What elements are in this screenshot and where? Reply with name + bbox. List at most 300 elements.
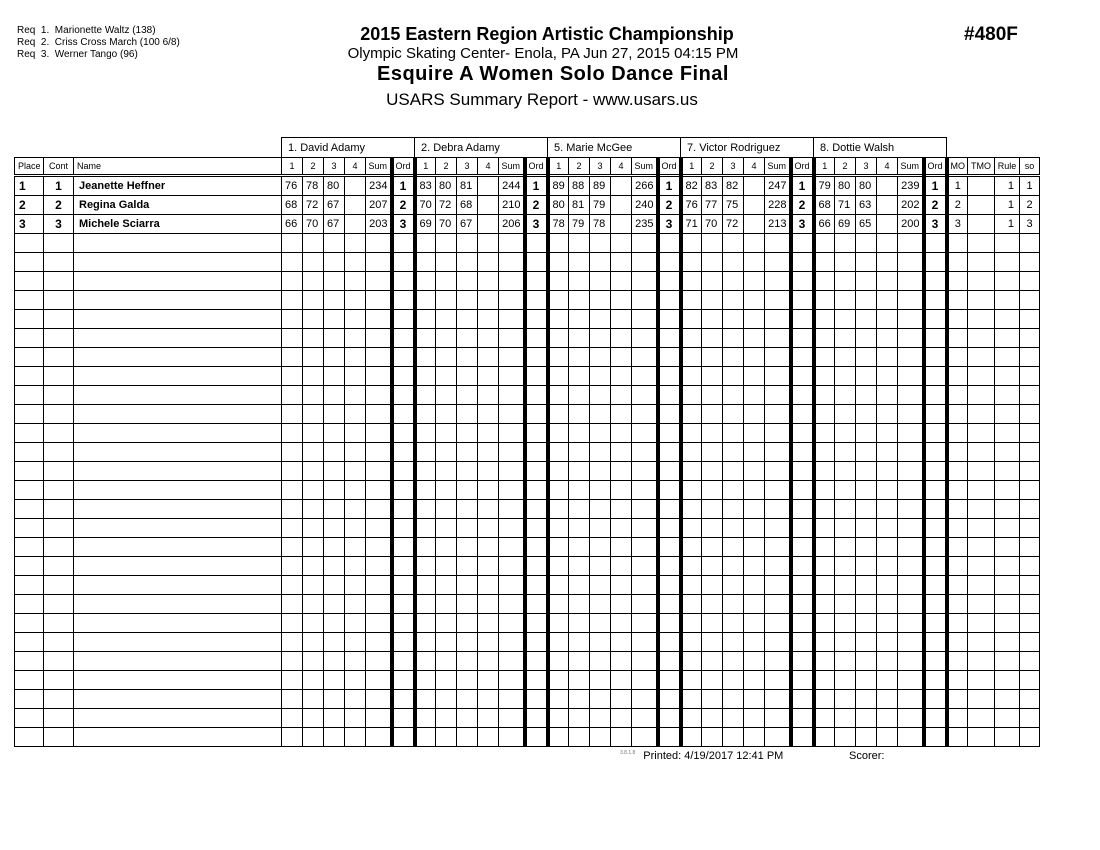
score-cell: 80	[436, 176, 457, 196]
empty-cell	[415, 576, 436, 595]
empty-cell	[436, 386, 457, 405]
empty-cell	[392, 253, 415, 272]
empty-cell	[525, 348, 548, 367]
empty-cell	[924, 671, 947, 690]
empty-cell	[968, 291, 995, 310]
empty-cell	[44, 310, 74, 329]
empty-cell	[702, 443, 723, 462]
empty-cell	[1020, 652, 1040, 671]
score-cell: 88	[569, 176, 590, 196]
empty-cell	[1020, 481, 1040, 500]
empty-cell	[924, 500, 947, 519]
empty-cell	[744, 690, 765, 709]
empty-cell	[478, 614, 499, 633]
empty-cell	[392, 671, 415, 690]
empty-cell	[324, 424, 345, 443]
col-judge2-2: 2	[436, 158, 457, 176]
empty-cell	[15, 310, 44, 329]
empty-cell	[436, 709, 457, 728]
empty-cell	[968, 519, 995, 538]
empty-cell	[765, 557, 791, 576]
empty-cell	[499, 633, 525, 652]
rule-cell: 1	[995, 176, 1020, 196]
empty-cell	[415, 329, 436, 348]
mo-cell: 2	[947, 196, 968, 215]
sum-cell: 266	[632, 176, 658, 196]
empty-cell	[415, 367, 436, 386]
empty-cell	[947, 709, 968, 728]
empty-cell	[303, 671, 324, 690]
empty-cell	[548, 538, 569, 557]
empty-cell	[856, 595, 877, 614]
empty-cell	[791, 481, 814, 500]
empty-cell	[814, 424, 835, 443]
empty-cell	[995, 310, 1020, 329]
empty-cell	[525, 329, 548, 348]
empty-cell	[324, 348, 345, 367]
empty-cell	[457, 595, 478, 614]
empty-cell	[814, 538, 835, 557]
empty-cell	[525, 652, 548, 671]
empty-cell	[968, 614, 995, 633]
ordinal-cell: 2	[525, 196, 548, 215]
empty-cell	[478, 595, 499, 614]
empty-cell	[499, 405, 525, 424]
score-cell	[345, 215, 366, 234]
empty-cell	[303, 519, 324, 538]
empty-cell	[723, 633, 744, 652]
empty-row	[15, 310, 1040, 329]
empty-cell	[282, 519, 303, 538]
empty-cell	[856, 234, 877, 253]
empty-cell	[835, 329, 856, 348]
empty-cell	[457, 405, 478, 424]
empty-cell	[658, 557, 681, 576]
empty-cell	[457, 519, 478, 538]
judge-name-2: 2. Debra Adamy	[415, 138, 548, 158]
empty-cell	[702, 538, 723, 557]
empty-cell	[765, 310, 791, 329]
empty-cell	[995, 671, 1020, 690]
empty-cell	[15, 614, 44, 633]
empty-cell	[548, 652, 569, 671]
empty-cell	[658, 348, 681, 367]
empty-cell	[345, 652, 366, 671]
empty-cell	[924, 291, 947, 310]
empty-cell	[548, 709, 569, 728]
empty-cell	[15, 690, 44, 709]
empty-cell	[968, 405, 995, 424]
empty-row	[15, 367, 1040, 386]
empty-cell	[415, 557, 436, 576]
empty-cell	[525, 690, 548, 709]
empty-cell	[499, 310, 525, 329]
empty-cell	[898, 424, 924, 443]
empty-cell	[345, 386, 366, 405]
judge-name-1: 1. David Adamy	[282, 138, 415, 158]
empty-cell	[877, 728, 898, 747]
empty-cell	[632, 310, 658, 329]
empty-cell	[632, 690, 658, 709]
empty-cell	[303, 329, 324, 348]
empty-row	[15, 595, 1040, 614]
empty-cell	[436, 614, 457, 633]
empty-cell	[457, 291, 478, 310]
empty-cell	[632, 462, 658, 481]
empty-cell	[345, 272, 366, 291]
empty-cell	[15, 519, 44, 538]
scorer-label: Scorer:	[849, 750, 885, 762]
empty-cell	[658, 728, 681, 747]
empty-cell	[744, 405, 765, 424]
empty-cell	[835, 519, 856, 538]
empty-cell	[525, 253, 548, 272]
empty-cell	[632, 500, 658, 519]
empty-cell	[457, 310, 478, 329]
empty-cell	[415, 481, 436, 500]
empty-cell	[658, 633, 681, 652]
empty-cell	[856, 367, 877, 386]
empty-cell	[681, 348, 702, 367]
empty-cell	[1020, 253, 1040, 272]
empty-row	[15, 519, 1040, 538]
empty-cell	[366, 614, 392, 633]
empty-cell	[835, 348, 856, 367]
empty-cell	[877, 443, 898, 462]
empty-cell	[791, 728, 814, 747]
empty-cell	[702, 462, 723, 481]
score-cell: 70	[303, 215, 324, 234]
empty-cell	[856, 519, 877, 538]
empty-row	[15, 386, 1040, 405]
empty-cell	[856, 538, 877, 557]
empty-cell	[995, 614, 1020, 633]
col-judge3-sum: Sum	[632, 158, 658, 176]
empty-cell	[525, 614, 548, 633]
empty-cell	[1020, 557, 1040, 576]
empty-cell	[44, 253, 74, 272]
empty-cell	[968, 652, 995, 671]
empty-cell	[947, 519, 968, 538]
empty-cell	[345, 348, 366, 367]
empty-cell	[1020, 443, 1040, 462]
empty-cell	[835, 633, 856, 652]
empty-cell	[569, 291, 590, 310]
empty-cell	[995, 291, 1020, 310]
empty-cell	[590, 405, 611, 424]
sum-cell: 247	[765, 176, 791, 196]
empty-cell	[303, 234, 324, 253]
judge-name-3: 5. Marie McGee	[548, 138, 681, 158]
empty-cell	[74, 557, 282, 576]
empty-cell	[282, 576, 303, 595]
empty-cell	[765, 405, 791, 424]
empty-cell	[744, 443, 765, 462]
empty-cell	[924, 310, 947, 329]
empty-cell	[995, 519, 1020, 538]
score-cell	[744, 215, 765, 234]
empty-cell	[392, 310, 415, 329]
empty-cell	[324, 462, 345, 481]
empty-cell	[282, 614, 303, 633]
empty-cell	[632, 405, 658, 424]
empty-cell	[995, 329, 1020, 348]
version-label: 3.8.1.8	[620, 750, 636, 756]
empty-cell	[44, 595, 74, 614]
empty-cell	[569, 614, 590, 633]
col-judge1-4: 4	[345, 158, 366, 176]
empty-cell	[74, 519, 282, 538]
empty-cell	[324, 557, 345, 576]
empty-cell	[681, 329, 702, 348]
empty-cell	[457, 443, 478, 462]
empty-cell	[898, 234, 924, 253]
col-judge1-ord: Ord	[392, 158, 415, 176]
empty-cell	[569, 424, 590, 443]
empty-cell	[525, 462, 548, 481]
empty-cell	[457, 538, 478, 557]
empty-cell	[611, 424, 632, 443]
empty-cell	[947, 234, 968, 253]
empty-cell	[791, 595, 814, 614]
place-cell: 2	[15, 196, 44, 215]
empty-row	[15, 576, 1040, 595]
empty-cell	[392, 386, 415, 405]
empty-cell	[681, 310, 702, 329]
empty-cell	[392, 291, 415, 310]
score-cell: 79	[569, 215, 590, 234]
empty-cell	[723, 386, 744, 405]
empty-cell	[765, 272, 791, 291]
empty-cell	[569, 728, 590, 747]
empty-cell	[282, 633, 303, 652]
empty-cell	[814, 462, 835, 481]
empty-cell	[924, 405, 947, 424]
empty-cell	[392, 709, 415, 728]
empty-cell	[74, 481, 282, 500]
empty-cell	[15, 709, 44, 728]
col-judge3-4: 4	[611, 158, 632, 176]
empty-cell	[877, 519, 898, 538]
empty-cell	[499, 272, 525, 291]
empty-cell	[44, 633, 74, 652]
empty-cell	[723, 424, 744, 443]
empty-cell	[569, 595, 590, 614]
empty-cell	[499, 462, 525, 481]
empty-cell	[632, 443, 658, 462]
empty-cell	[658, 462, 681, 481]
empty-cell	[856, 348, 877, 367]
empty-cell	[611, 481, 632, 500]
empty-cell	[282, 709, 303, 728]
empty-cell	[44, 652, 74, 671]
empty-cell	[947, 348, 968, 367]
empty-cell	[924, 519, 947, 538]
empty-cell	[658, 443, 681, 462]
empty-row	[15, 671, 1040, 690]
empty-cell	[947, 557, 968, 576]
empty-cell	[499, 519, 525, 538]
empty-cell	[303, 386, 324, 405]
col-judge3-3: 3	[590, 158, 611, 176]
empty-cell	[44, 557, 74, 576]
empty-cell	[525, 386, 548, 405]
empty-cell	[856, 633, 877, 652]
empty-cell	[366, 272, 392, 291]
empty-cell	[74, 538, 282, 557]
empty-cell	[282, 595, 303, 614]
empty-cell	[995, 424, 1020, 443]
empty-cell	[765, 348, 791, 367]
empty-cell	[814, 728, 835, 747]
empty-cell	[392, 367, 415, 386]
empty-cell	[415, 728, 436, 747]
empty-cell	[681, 443, 702, 462]
empty-cell	[924, 576, 947, 595]
empty-cell	[658, 538, 681, 557]
empty-cell	[415, 272, 436, 291]
col-judge4-1: 1	[681, 158, 702, 176]
empty-cell	[15, 348, 44, 367]
empty-cell	[569, 253, 590, 272]
empty-cell	[702, 595, 723, 614]
empty-cell	[791, 253, 814, 272]
empty-cell	[835, 367, 856, 386]
empty-cell	[457, 234, 478, 253]
empty-cell	[74, 443, 282, 462]
score-cell: 82	[723, 176, 744, 196]
score-cell: 78	[590, 215, 611, 234]
empty-cell	[392, 614, 415, 633]
empty-cell	[877, 405, 898, 424]
empty-cell	[658, 234, 681, 253]
empty-cell	[947, 481, 968, 500]
empty-cell	[744, 310, 765, 329]
empty-cell	[525, 538, 548, 557]
empty-cell	[765, 481, 791, 500]
empty-cell	[856, 557, 877, 576]
empty-cell	[856, 481, 877, 500]
empty-cell	[499, 671, 525, 690]
empty-cell	[436, 728, 457, 747]
empty-cell	[968, 462, 995, 481]
empty-cell	[499, 443, 525, 462]
empty-cell	[968, 424, 995, 443]
empty-cell	[995, 234, 1020, 253]
empty-cell	[569, 538, 590, 557]
empty-cell	[924, 595, 947, 614]
empty-cell	[548, 481, 569, 500]
empty-cell	[995, 481, 1020, 500]
empty-cell	[415, 443, 436, 462]
empty-cell	[877, 329, 898, 348]
empty-cell	[590, 614, 611, 633]
column-header-row	[15, 158, 1040, 176]
empty-cell	[968, 234, 995, 253]
empty-cell	[856, 652, 877, 671]
empty-cell	[44, 671, 74, 690]
empty-cell	[611, 329, 632, 348]
empty-cell	[499, 652, 525, 671]
empty-cell	[791, 576, 814, 595]
empty-cell	[744, 728, 765, 747]
empty-cell	[44, 386, 74, 405]
empty-cell	[814, 557, 835, 576]
empty-cell	[415, 348, 436, 367]
empty-cell	[478, 386, 499, 405]
col-judge2-sum: Sum	[499, 158, 525, 176]
empty-cell	[303, 481, 324, 500]
score-cell	[478, 215, 499, 234]
score-cell: 83	[702, 176, 723, 196]
empty-row	[15, 462, 1040, 481]
empty-cell	[856, 405, 877, 424]
empty-cell	[632, 576, 658, 595]
empty-cell	[548, 386, 569, 405]
empty-cell	[814, 709, 835, 728]
empty-cell	[611, 462, 632, 481]
empty-cell	[569, 405, 590, 424]
empty-cell	[723, 652, 744, 671]
empty-cell	[995, 633, 1020, 652]
empty-cell	[548, 557, 569, 576]
ordinal-cell: 3	[392, 215, 415, 234]
empty-cell	[924, 728, 947, 747]
empty-cell	[548, 576, 569, 595]
empty-cell	[436, 500, 457, 519]
score-cell: 65	[856, 215, 877, 234]
report-title: USARS Summary Report - www.usars.us	[386, 90, 698, 109]
ordinal-cell: 1	[525, 176, 548, 196]
empty-cell	[345, 690, 366, 709]
empty-cell	[681, 690, 702, 709]
empty-cell	[702, 405, 723, 424]
empty-cell	[856, 443, 877, 462]
col-judge5-4: 4	[877, 158, 898, 176]
empty-cell	[1020, 671, 1040, 690]
empty-cell	[436, 595, 457, 614]
tmo-cell	[968, 196, 995, 215]
tmo-cell	[968, 215, 995, 234]
empty-cell	[814, 329, 835, 348]
empty-cell	[478, 538, 499, 557]
empty-cell	[702, 424, 723, 443]
empty-cell	[324, 367, 345, 386]
empty-cell	[856, 709, 877, 728]
empty-cell	[457, 272, 478, 291]
empty-cell	[74, 405, 282, 424]
empty-cell	[947, 671, 968, 690]
empty-cell	[877, 690, 898, 709]
empty-cell	[947, 329, 968, 348]
empty-cell	[415, 462, 436, 481]
venue-date: Olympic Skating Center- Enola, PA Jun 27, 2015 04:15 PM	[347, 45, 739, 62]
empty-cell	[282, 329, 303, 348]
empty-cell	[590, 576, 611, 595]
empty-cell	[345, 405, 366, 424]
empty-cell	[968, 329, 995, 348]
col-cont: Cont	[44, 158, 74, 176]
empty-cell	[499, 576, 525, 595]
empty-cell	[499, 538, 525, 557]
empty-cell	[835, 652, 856, 671]
empty-cell	[525, 519, 548, 538]
empty-cell	[681, 709, 702, 728]
empty-cell	[303, 367, 324, 386]
empty-cell	[814, 310, 835, 329]
empty-cell	[835, 728, 856, 747]
empty-cell	[436, 519, 457, 538]
